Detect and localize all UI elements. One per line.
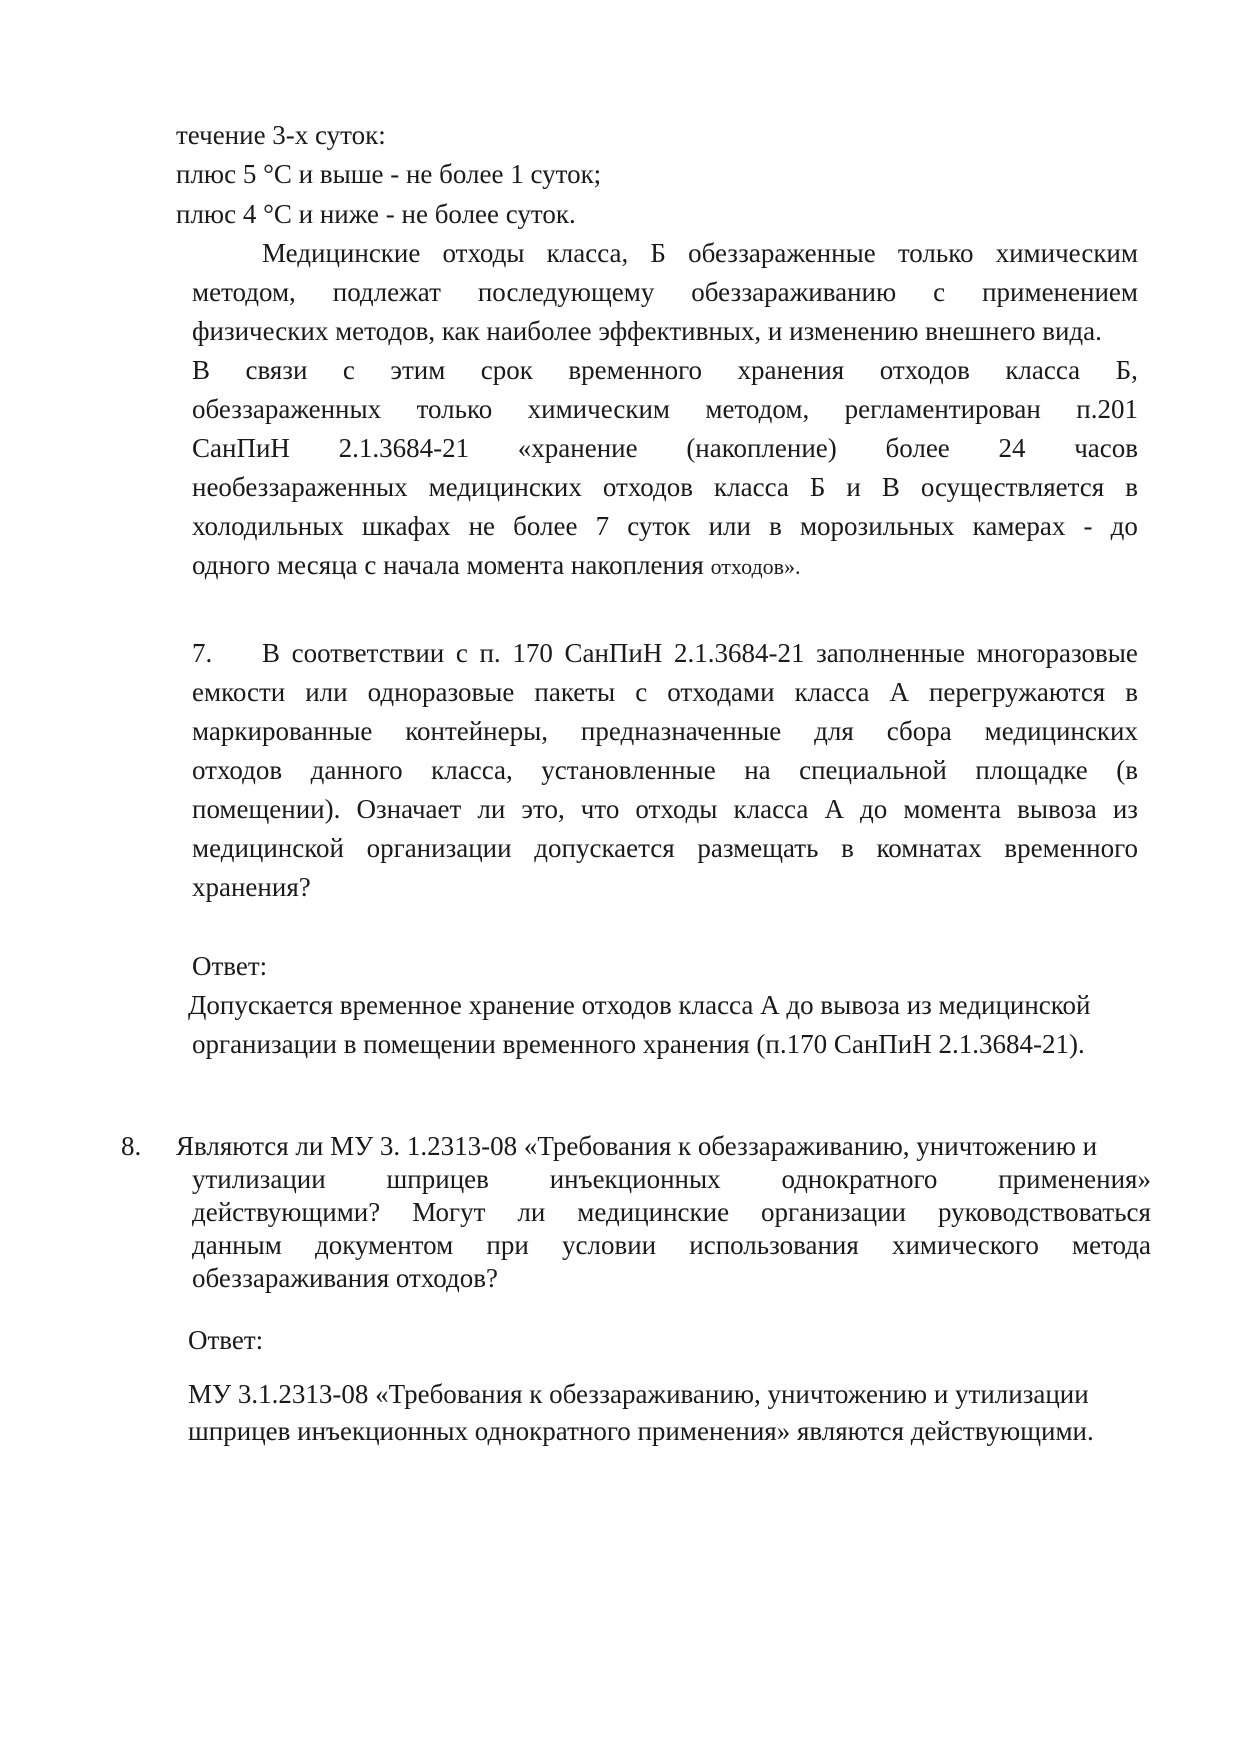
word: организации bbox=[366, 833, 512, 863]
word: методом, bbox=[705, 394, 810, 424]
word: из bbox=[1112, 794, 1138, 824]
word: медицинских bbox=[428, 472, 582, 502]
word: медицинских bbox=[984, 716, 1138, 746]
para-b-line-7 bbox=[192, 474, 1138, 501]
word: перегружаются bbox=[928, 677, 1106, 707]
word: 7 bbox=[595, 511, 610, 541]
word: 170 bbox=[512, 638, 553, 668]
word: срок bbox=[480, 355, 533, 385]
word: до bbox=[860, 794, 888, 824]
q7-line-7: хранения? bbox=[192, 872, 311, 902]
word: данного bbox=[310, 755, 403, 785]
word: временного bbox=[1004, 833, 1138, 863]
word: В bbox=[192, 355, 211, 385]
word: отходов bbox=[879, 355, 970, 385]
word: только bbox=[416, 394, 493, 424]
word: морозильных bbox=[799, 511, 955, 541]
word: метода bbox=[1072, 1230, 1151, 1260]
para-b-line-1 bbox=[262, 240, 1138, 267]
q8-line-1: Являются ли МУ 3. 1.2313-08 «Требования к обеззараживанию, уничтожению и bbox=[176, 1131, 1098, 1161]
word: емкости bbox=[192, 677, 286, 707]
para-b-line-3: физических методов, как наиболее эффективных, и изменению внешнего вида. bbox=[192, 316, 1102, 346]
word: соответствии bbox=[291, 638, 445, 668]
word: Медицинские bbox=[262, 238, 421, 268]
para-b-line-4 bbox=[192, 357, 1138, 384]
word: или bbox=[708, 511, 751, 541]
para-b-line-5 bbox=[192, 396, 1138, 423]
word: 24 bbox=[998, 433, 1026, 463]
word: и bbox=[846, 472, 861, 502]
word: - bbox=[1083, 511, 1093, 541]
word: класса, bbox=[546, 238, 629, 268]
word: обеззараженных bbox=[192, 394, 382, 424]
word: класса bbox=[794, 677, 870, 707]
word: «хранение bbox=[517, 433, 638, 463]
word: предназначенные bbox=[580, 716, 782, 746]
question-8-number: 8. bbox=[121, 1131, 142, 1161]
word: Б bbox=[650, 238, 666, 268]
word: В bbox=[881, 472, 900, 502]
word: условии bbox=[561, 1230, 657, 1260]
word: химического bbox=[891, 1230, 1039, 1260]
q8-answer-line-2: шприцев инъекционных однократного применения» являются действующими. bbox=[188, 1416, 1094, 1446]
word: обеззараженные bbox=[688, 238, 876, 268]
word: многоразовые bbox=[976, 638, 1138, 668]
word: помещении). bbox=[192, 794, 341, 824]
word: применением bbox=[982, 277, 1138, 307]
word: ли bbox=[477, 794, 506, 824]
word: отходами bbox=[667, 677, 775, 707]
word: класса bbox=[1005, 355, 1081, 385]
word: для bbox=[814, 716, 854, 746]
word: химическим bbox=[995, 238, 1138, 268]
word: в bbox=[1125, 677, 1138, 707]
para-b-line-9 bbox=[192, 552, 801, 579]
word: (в bbox=[1116, 755, 1138, 785]
word: медицинской bbox=[192, 833, 344, 863]
word: СанПиН bbox=[192, 433, 290, 463]
question-7-number: 7. bbox=[192, 638, 213, 668]
word: однократного bbox=[781, 1164, 938, 1194]
word: часов bbox=[1074, 433, 1138, 463]
q8-line-3 bbox=[192, 1199, 1151, 1226]
word: В bbox=[262, 638, 281, 668]
word: организации bbox=[761, 1197, 907, 1227]
intro-line-1: течение 3-х суток: bbox=[176, 120, 386, 150]
word: контейнеры, bbox=[405, 716, 549, 746]
word: последующему bbox=[477, 277, 655, 307]
word: более bbox=[513, 511, 578, 541]
q7-line-5 bbox=[192, 796, 1138, 823]
word: допускается bbox=[534, 833, 675, 863]
word: осуществляется bbox=[920, 472, 1105, 502]
word: площадке bbox=[975, 755, 1088, 785]
word: с bbox=[342, 355, 355, 385]
word: что bbox=[580, 794, 620, 824]
word: СанПиН bbox=[564, 638, 663, 668]
word: подлежат bbox=[332, 277, 441, 307]
word: заполненные bbox=[816, 638, 965, 668]
word: специальной bbox=[799, 755, 947, 785]
word: документом bbox=[315, 1230, 454, 1260]
word: Означает bbox=[356, 794, 462, 824]
q7-answer-label: Ответ: bbox=[192, 951, 268, 981]
word: отходы bbox=[442, 238, 525, 268]
word: отходов bbox=[192, 755, 283, 785]
word: ли bbox=[517, 1197, 546, 1227]
word: шкафах bbox=[362, 511, 451, 541]
word: более bbox=[885, 433, 950, 463]
word: хранения bbox=[737, 355, 845, 385]
q8-line-4 bbox=[192, 1232, 1151, 1259]
word: пакеты bbox=[534, 677, 616, 707]
q8-line-5: обеззараживания отходов? bbox=[192, 1263, 498, 1293]
word: с bbox=[635, 677, 648, 707]
word: в bbox=[1125, 472, 1138, 502]
q8-line-2 bbox=[192, 1166, 1151, 1193]
word: Б bbox=[809, 472, 826, 502]
word: медицинские bbox=[577, 1197, 730, 1227]
word: Могут bbox=[412, 1197, 486, 1227]
word: руководствоваться bbox=[937, 1197, 1151, 1227]
q7-line-4 bbox=[192, 757, 1138, 784]
word: п.201 bbox=[1076, 394, 1138, 424]
word: класса, bbox=[431, 755, 513, 785]
word: или bbox=[305, 677, 348, 707]
word: в bbox=[841, 833, 854, 863]
intro-line-2: плюс 5 °С и выше - не более 1 суток; bbox=[176, 159, 602, 189]
intro-line-3: плюс 4 °С и ниже - не более суток. bbox=[176, 199, 576, 229]
word: установленные bbox=[541, 755, 716, 785]
word: регламентирован bbox=[844, 394, 1041, 424]
word: А bbox=[889, 677, 909, 707]
word: (накопление) bbox=[686, 433, 837, 463]
q7-answer-line-1: Допускается временное хранение отходов класса А до вывоза из медицинской bbox=[188, 990, 1091, 1020]
word: класса bbox=[733, 794, 809, 824]
word: сбора bbox=[886, 716, 952, 746]
word: в bbox=[769, 511, 782, 541]
word: утилизации bbox=[192, 1164, 326, 1194]
word: суток bbox=[627, 511, 691, 541]
word: инъекционных bbox=[549, 1164, 721, 1194]
word: маркированные bbox=[192, 716, 373, 746]
word: при bbox=[486, 1230, 529, 1260]
word: это, bbox=[521, 794, 565, 824]
word: 2.1.3684-21 bbox=[674, 638, 805, 668]
word: обеззараживанию bbox=[691, 277, 897, 307]
word: применения» bbox=[998, 1164, 1151, 1194]
word: данным bbox=[192, 1230, 282, 1260]
word: химическим bbox=[527, 394, 670, 424]
word: вывоза bbox=[1017, 794, 1097, 824]
word: необеззараженных bbox=[192, 472, 408, 502]
q7-line-1 bbox=[262, 640, 1138, 667]
word: с bbox=[455, 638, 468, 668]
para-b-line-8 bbox=[192, 513, 1138, 540]
word: временного bbox=[568, 355, 702, 385]
word: Б, bbox=[1115, 355, 1138, 385]
q8-answer-line-1: МУ 3.1.2313-08 «Требования к обеззараживанию, уничтожению и утилизации bbox=[188, 1379, 1089, 1409]
q7-answer-line-2: организации в помещении временного хранения (п.170 СанПиН 2.1.3684-21). bbox=[192, 1029, 1085, 1059]
word: А bbox=[824, 794, 844, 824]
word: класса bbox=[714, 472, 789, 502]
word: отходы bbox=[635, 794, 718, 824]
word: только bbox=[897, 238, 974, 268]
para-b-line-9-tail: отходов». bbox=[710, 554, 801, 579]
word: размещать bbox=[697, 833, 819, 863]
word: методом, bbox=[192, 277, 296, 307]
word: с bbox=[933, 277, 946, 307]
word: шприцев bbox=[386, 1164, 489, 1194]
word: холодильных bbox=[192, 511, 344, 541]
q7-line-3 bbox=[192, 718, 1138, 745]
q8-answer-label: Ответ: bbox=[188, 1325, 264, 1355]
word: 2.1.3684-21 bbox=[338, 433, 470, 463]
word: до bbox=[1110, 511, 1138, 541]
word: действующими? bbox=[192, 1197, 381, 1227]
word: одноразовые bbox=[367, 677, 515, 707]
word: комнатах bbox=[876, 833, 982, 863]
q7-line-2 bbox=[192, 679, 1138, 706]
word: не bbox=[468, 511, 496, 541]
para-b-line-2 bbox=[192, 279, 1138, 306]
word: этим bbox=[390, 355, 446, 385]
word: связи bbox=[245, 355, 308, 385]
q7-line-6 bbox=[192, 835, 1138, 862]
word: на bbox=[744, 755, 771, 785]
word: п. bbox=[479, 638, 501, 668]
word: отходов bbox=[602, 472, 694, 502]
word: камерах bbox=[972, 511, 1066, 541]
para-b-line-9-text: одного месяца с начала момента накопления bbox=[192, 550, 711, 580]
para-b-line-6 bbox=[192, 435, 1138, 462]
word: использования bbox=[689, 1230, 859, 1260]
word: момента bbox=[903, 794, 1002, 824]
